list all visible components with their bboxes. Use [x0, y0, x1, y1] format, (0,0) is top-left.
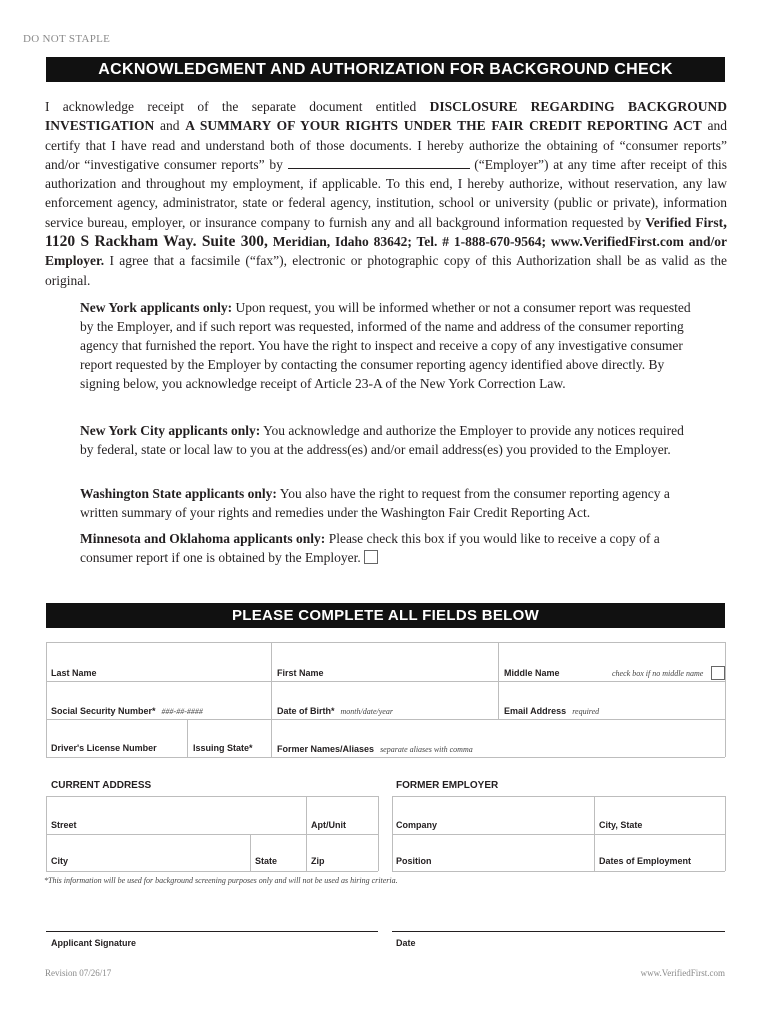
ssn-label — [51, 706, 203, 716]
mn-heading: Minnesota and Oklahoma applicants only: — [80, 531, 326, 546]
new-york-notice — [80, 298, 692, 393]
middle-name-label: Middle Name — [504, 668, 560, 678]
intro-text-2: and — [154, 118, 186, 134]
street-field[interactable] — [47, 797, 305, 833]
company-street-address: , 1120 S Rackham Way. Suite 300, — [45, 213, 727, 251]
no-middle-name-hint: check box if no middle name — [612, 669, 704, 678]
apt-unit-label: Apt/Unit — [311, 820, 346, 830]
company-name: Verified First — [645, 214, 724, 230]
consumer-report-copy-checkbox[interactable] — [364, 550, 378, 564]
employer-name-blank[interactable] — [288, 156, 470, 169]
washington-notice — [80, 484, 692, 522]
intro-text-4: (“Employer”) at any time after receipt of this authorization and throughout my employment, if applicable. To this end, I hereby authorize, without reservation, any law enforcement agency, administrator, state or federal agency, institution, school or university (public or private), information service bureau, employer, or insurance company to furnish any and all background information requested by — [45, 156, 727, 230]
street-label: Street — [51, 820, 77, 830]
first-name-label: First Name — [277, 668, 324, 678]
document-title-banner: ACKNOWLEDGMENT AND AUTHORIZATION FOR BACKGROUND CHECK — [46, 57, 725, 82]
date-field[interactable] — [392, 900, 725, 930]
screening-footnote: *This information will be used for background screening purposes only and will not be used as hiring criteria. — [44, 876, 398, 885]
company-label: Company — [396, 820, 438, 830]
ssn-label-text: Social Security Number* — [51, 706, 156, 716]
minnesota-oklahoma-notice — [80, 529, 692, 567]
intro-text-3: and certify that I have read and understand both of those documents. I hereby authorize the obtaining of “consumer reports” and/or “investigative consumer reports” by — [45, 118, 727, 172]
ny-text: Upon request, you will be informed whether or not a consumer report was requested by the Employer, and if such report was requested, informed of the name and address of the consumer reporting agency that furnished the report. You have the right to inspect and receive a copy of any investigative consumer report requested by the Employer by contacting the consumer reporting agency identified above directly. By signing below, you acknowledge receipt of Article 23-A of the New York Correction Law. — [80, 300, 691, 391]
grid-line — [378, 796, 379, 871]
do-not-staple-note: DO NOT STAPLE — [23, 33, 111, 45]
position-label: Position — [396, 856, 432, 866]
intro-text-1: I acknowledge receipt of the separate document entitled — [45, 99, 430, 114]
disclosure-doc-title: DISCLOSURE REGARDING BACKGROUND INVESTIGATION — [45, 99, 727, 134]
former-names-label — [277, 744, 473, 754]
fcra-summary-title: A SUMMARY OF YOUR RIGHTS UNDER THE FAIR CREDIT REPORTING ACT — [185, 118, 702, 134]
state-label: State — [255, 856, 278, 866]
wa-text: You also have the right to request from the consumer reporting agency a written summary of your rights and remedies under the Washington Fair Credit Reporting Act. — [80, 486, 670, 520]
ny-heading: New York applicants only: — [80, 300, 233, 315]
issuing-state-label: Issuing State* — [193, 743, 253, 753]
city-field[interactable] — [47, 835, 249, 870]
company-contact: Meridian, Idaho 83642; Tel. # 1-888-670-9564; www.VerifiedFirst.com and/or Employer. — [45, 234, 727, 269]
former-names-label-text: Former Names/Aliases — [277, 744, 375, 754]
signature-line — [46, 931, 378, 932]
mn-text: Please check this box if you would like to receive a copy of a consumer report if one is obtained by the Employer. — [80, 531, 660, 565]
grid-line — [392, 871, 725, 872]
dob-label — [277, 706, 393, 716]
drivers-license-label: Driver's License Number — [51, 743, 157, 753]
grid-line — [725, 796, 726, 871]
former-names-hint: separate aliases with comma — [380, 745, 473, 754]
signature-label: Applicant Signature — [51, 938, 137, 948]
form-banner: PLEASE COMPLETE ALL FIELDS BELOW — [46, 603, 725, 628]
nyc-heading: New York City applicants only: — [80, 423, 261, 438]
new-york-city-notice — [80, 421, 692, 459]
no-middle-name-checkbox[interactable] — [711, 666, 725, 680]
ssn-hint: ###-##-#### — [161, 707, 203, 716]
grid-line — [725, 642, 726, 757]
dob-label-text: Date of Birth* — [277, 706, 335, 716]
signature-field[interactable] — [46, 900, 378, 930]
dob-hint: month/date/year — [340, 707, 393, 716]
website-url: www.VerifiedFirst.com — [640, 968, 725, 978]
former-employer-heading: FORMER EMPLOYER — [396, 780, 499, 791]
current-address-heading: CURRENT ADDRESS — [51, 780, 152, 791]
wa-heading: Washington State applicants only: — [80, 486, 277, 501]
city-state-label: City, State — [599, 820, 643, 830]
dates-employment-label: Dates of Employment — [599, 856, 692, 866]
email-hint: required — [572, 707, 600, 716]
city-label: City — [51, 856, 69, 866]
zip-label: Zip — [311, 856, 325, 866]
grid-line — [46, 871, 378, 872]
authorization-paragraph — [45, 97, 727, 290]
email-label-text: Email Address — [504, 706, 567, 716]
last-name-label: Last Name — [51, 668, 97, 678]
grid-line — [46, 757, 725, 758]
intro-text-5: I agree that a facsimile (“fax”), electronic or photographic copy of this Authorization shall be as valid as the original. — [45, 253, 727, 288]
revision-date: Revision 07/26/17 — [45, 968, 112, 978]
date-line — [392, 931, 725, 932]
email-label — [504, 706, 599, 716]
date-label: Date — [396, 938, 416, 948]
nyc-text: You acknowledge and authorize the Employer to provide any notices required by federal, state or local law to you at the address(es) and/or email address(es) you provided to the Employer. — [80, 423, 684, 457]
